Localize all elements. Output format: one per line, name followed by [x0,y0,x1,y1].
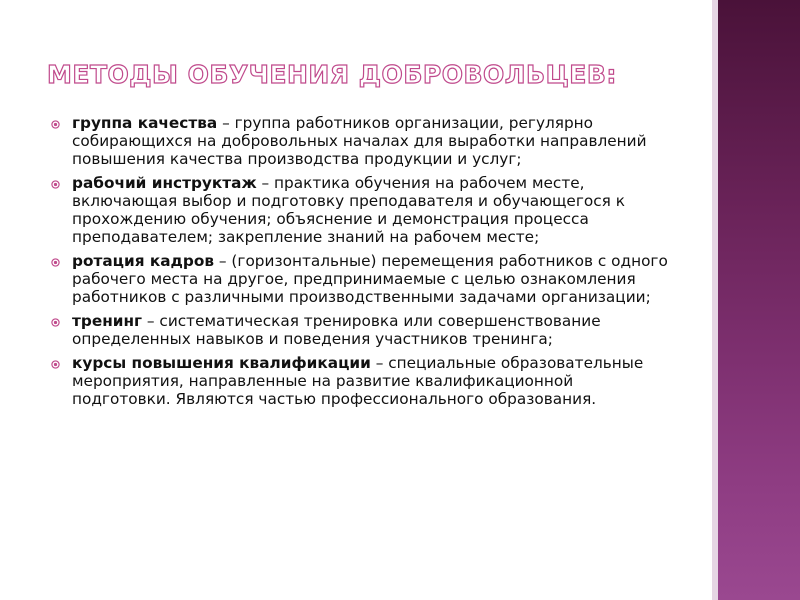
item-term: курсы повышения квалификации [72,354,371,372]
list-item [47,114,669,168]
circle-bullet-icon [51,120,60,129]
item-text: – группа работников организации, регулярно собирающихся на добровольных началах для выработки направлений повышения качества производства продукции и услуг; [72,114,647,168]
item-text: – специальные образовательные мероприятия, направленные на развитие квалификационной подготовки. Являются частью профессионального образования. [72,354,644,408]
list-item [47,174,669,246]
item-text: – (горизонтальные) перемещения работников с одного рабочего места на другое, предпринимаемые с целью ознакомления работников с различными производственными задачами организации; [72,252,668,306]
list-item [47,312,669,348]
item-term: группа качества [72,114,218,132]
decorative-side-band [712,0,800,600]
slide-title: МЕТОДЫ ОБУЧЕНИЯ ДОБРОВОЛЬЦЕВ: [47,60,617,89]
bullet-list [47,114,669,414]
circle-bullet-icon [51,258,60,267]
circle-bullet-icon [51,360,60,369]
circle-bullet-icon [51,180,60,189]
circle-bullet-icon [51,318,60,327]
list-item [47,252,669,306]
item-term: рабочий инструктаж [72,174,257,192]
item-text: – систематическая тренировка или совершенствование определенных навыков и поведения участников тренинга; [72,312,601,348]
item-term: тренинг [72,312,143,330]
list-item [47,354,669,408]
item-term: ротация кадров [72,252,215,270]
item-text: – практика обучения на рабочем месте, включающая выбор и подготовку преподавателя и обучающегося к прохождению обучения; объяснение и демонстрация процесса преподавателем; закрепление знаний на рабочем месте; [72,174,625,246]
